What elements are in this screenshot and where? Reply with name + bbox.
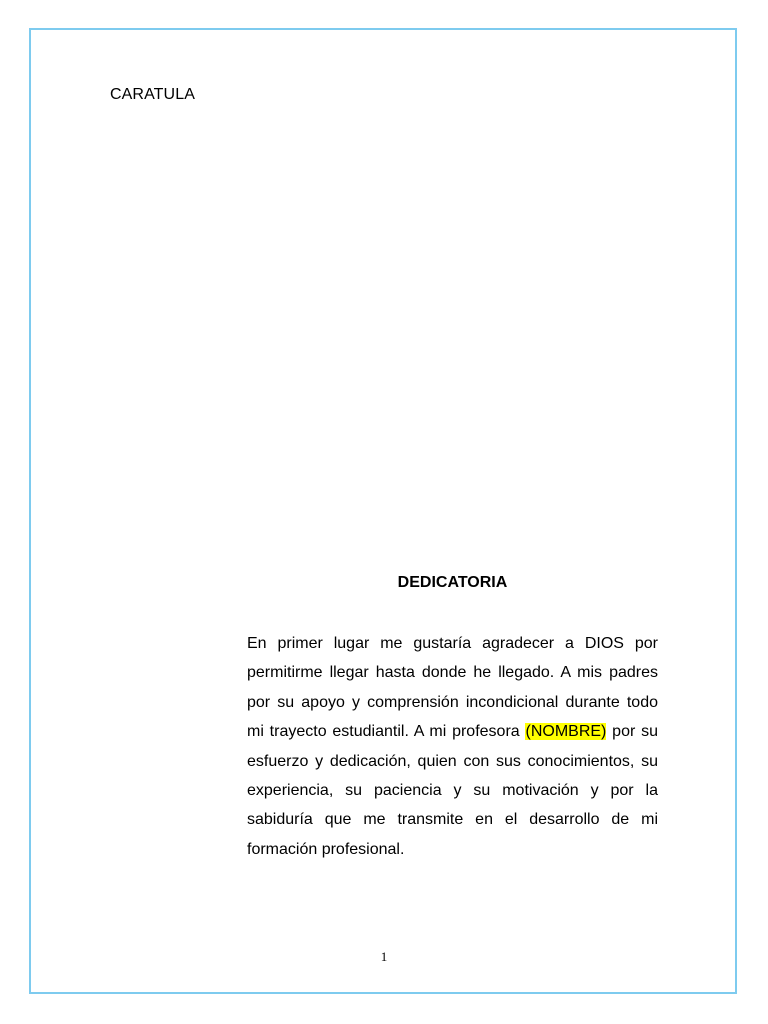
dedication-text-after: por su esfuerzo y dedicación, quien con sus conocimientos, su experiencia, su paciencia y su motivación y por la sabiduría que me transmite en el desarrollo de mi formación profesional. [247,723,658,858]
dedication-title: DEDICATORIA [397,574,508,591]
name-placeholder-highlight: (NOMBRE) [525,723,607,741]
dedication-text-before: En primer lugar me gustaría agradecer a DIOS por permitirme llegar hasta donde he llegado. A mis padres por su apoyo y comprensión incondicional durante todo mi trayecto estudiantil. A mi profesora [247,635,658,741]
dedication-paragraph [247,629,658,864]
page-number: 1 [380,949,388,964]
cover-label: CARATULA [110,86,195,103]
